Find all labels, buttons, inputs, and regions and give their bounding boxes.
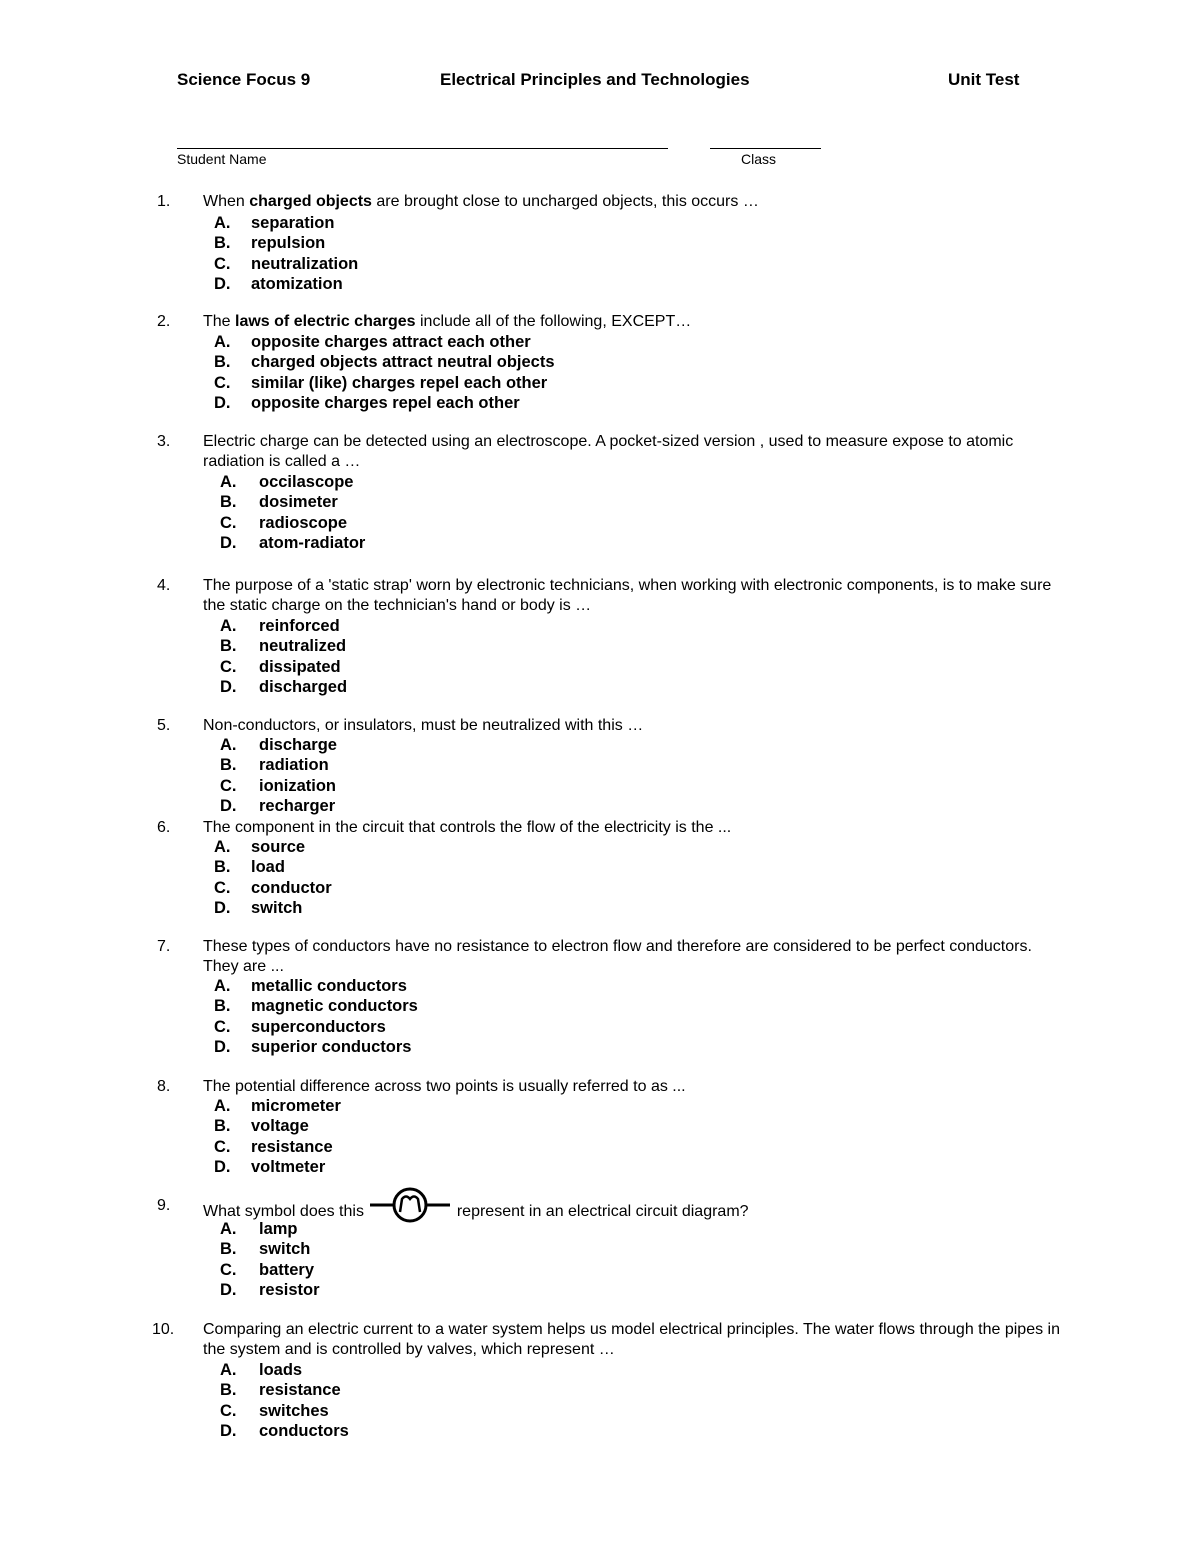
header-test-type: Unit Test (948, 70, 1020, 89)
question-text: The potential difference across two points is usually referred to as ... (203, 1078, 686, 1095)
header-unit-title: Electrical Principles and Technologies (440, 70, 750, 89)
question-keyword: laws of electric charges (235, 313, 416, 330)
class-line[interactable] (710, 148, 821, 149)
question-number: 8. (157, 1078, 171, 1095)
question-text: Comparing an electric current to a water system helps us model electrical principles. The water flows through the pipes in the system and is controlled by valves, which represent … (203, 1321, 1060, 1358)
question-text: Non-conductors, or insulators, must be neutralized with this … (203, 717, 644, 734)
question-text: These types of conductors have no resistance to electron flow and therefore are considered to be perfect conductors. They are ... (203, 938, 1032, 975)
student-name-label: Student Name (177, 151, 267, 167)
question-number: 9. (157, 1197, 171, 1214)
question-number: 6. (157, 819, 171, 836)
question-number: 1. (157, 193, 171, 210)
lamp-symbol-icon (370, 1182, 450, 1228)
header-course: Science Focus 9 (177, 70, 311, 89)
question-text: The purpose of a 'static strap' worn by electronic technicians, when working with electronic components, is to make sure the static charge on the technician's hand or body is … (203, 577, 1052, 614)
question-number: 2. (157, 313, 171, 330)
question-text: The component in the circuit that controls the flow of the electricity is the ... (203, 819, 732, 836)
question-text: The laws of electric charges include all of the following, EXCEPT… (203, 313, 692, 330)
page-header (0, 70, 1200, 94)
question-number: 5. (157, 717, 171, 734)
question-number: 10. (152, 1321, 175, 1338)
student-name-line[interactable] (177, 148, 668, 149)
test-page: Science Focus 9 Electrical Principles and Technologies Unit Test Student Name Class 1. When charged objects are brought close to uncharged objects, this occurs … A. separation B. repulsion C. neutralization D. atomization 2. The laws of electric charges include all of the following, EXCEPT… A. opposite charges attract each other B. charged objects attract neutral objects C. similar (like) charges repel each other D. opposite charges repel each other 3. Electric charge can be detected using an electroscope. A pocket-sized version , used to measure expose to atomic radiation is called a … A. occilascope B. dosimeter C. radioscope D. atom-radiator 4. The purpose of a 'static strap' worn by electronic technicians, when working with electronic components, is to make sure the static charge on the technician's hand or body is … A. reinforced B. neutralized C. dissipated D. discharged 5. Non-conductors, or insulators, must be neutralized with this … A. discharge B. radiation C. ionization D. recharger 6. The component in the circuit that controls the flow of the electricity is the ... A. source B. load C. conductor D. switch 7. These types of conductors have no resistance to electron flow and therefore are considered to be perfect conductors. They are ... A. metallic conductors B. magnetic conductors C. superconductors D. superior conductors 8. The potential difference across two points is usually referred to as ... A. micrometer B. voltage C. resistance D. voltmeter 9. What symbol does this represent in an electrical circuit diagram? A. lamp B. switch C. battery D. resistor 10. Comparing an electric current to a water system helps us model electrical principles. The water flows through the pipes in the system and is controlled by valves, which represent … A. loads B. resistance C. switches D. conductors (0, 0, 1200, 1553)
question-number: 7. (157, 938, 171, 955)
question-text: What symbol does this represent in an electrical circuit diagram? (203, 1196, 1063, 1228)
question-text: When charged objects are brought close to uncharged objects, this occurs … (203, 193, 759, 210)
question-keyword: charged objects (249, 193, 372, 210)
question-text: Electric charge can be detected using an electroscope. A pocket-sized version , used to measure expose to atomic radiation is called a … (203, 433, 1014, 470)
class-label: Class (741, 151, 777, 167)
question-number: 3. (157, 433, 171, 450)
question-number: 4. (157, 577, 171, 594)
